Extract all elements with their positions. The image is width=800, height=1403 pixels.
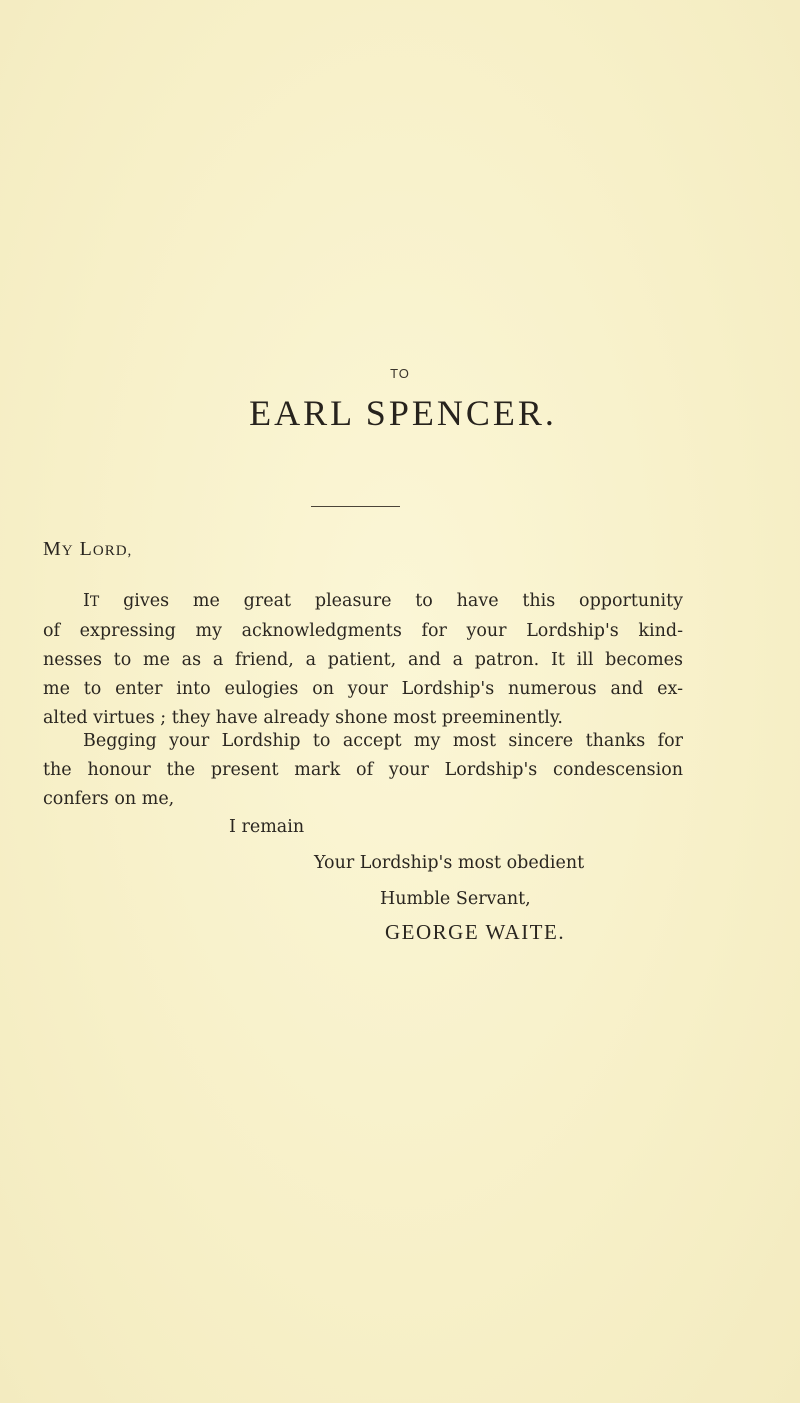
paragraph-line: Begging your Lordship to accept my most sincere thanks for (83, 731, 683, 751)
paragraph-thanks (43, 727, 683, 814)
paragraph-line: confers on me, (43, 789, 175, 809)
line-text: gives me great pleasure to have this opportunity (99, 591, 683, 611)
title-rule (311, 506, 400, 507)
salutation-smallcaps-y: Y (61, 543, 74, 559)
paragraph-line: of expressing my acknowledgments for your Lordship's kind- (43, 621, 683, 641)
paragraph-line: the honour the present mark of your Lordship's condescension (43, 760, 683, 780)
signature: GEORGE WAITE. (385, 920, 566, 944)
paragraph-gratitude (43, 587, 683, 733)
paragraph-line (43, 587, 683, 617)
salutation-smallcaps-ord: ORD, (92, 543, 133, 559)
lead-initial: I (83, 591, 90, 611)
closing-obedient: Your Lordship's most obedient (314, 853, 585, 873)
paragraph-line: alted virtues ; they have already shone most preeminently. (43, 708, 563, 728)
dedication-title: EARL SPENCER. (249, 393, 557, 433)
closing-remain: I remain (229, 817, 305, 837)
closing-servant: Humble Servant, (380, 889, 531, 909)
paragraph-line: me to enter into eulogies on your Lordship's numerous and ex- (43, 679, 683, 699)
salutation-initial-m: M (43, 538, 62, 560)
salutation (43, 538, 132, 561)
lead-smallcaps: T (89, 594, 100, 610)
paragraph-line: nesses to me as a friend, a patient, and a patron. It ill becomes (43, 650, 683, 670)
salutation-initial-l: L (79, 538, 93, 560)
dedication-to: TO (390, 366, 410, 381)
